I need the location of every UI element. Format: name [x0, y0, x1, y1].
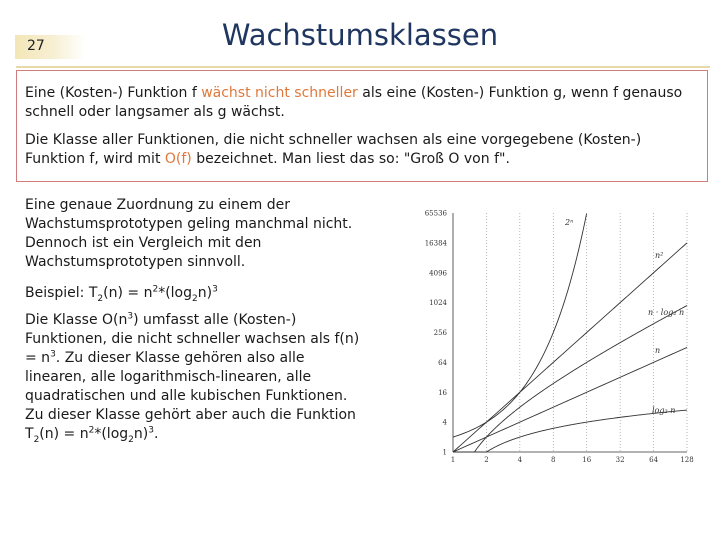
body-text: linearen, alle logarithmisch-linearen, alle	[25, 369, 312, 385]
slide-number-bar	[15, 35, 85, 59]
y-tick-label: 1	[442, 448, 447, 457]
example-sub: 2	[97, 293, 104, 304]
x-tick-label: 2	[484, 456, 489, 464]
series-line-log	[453, 410, 687, 452]
series-label-square: n²	[655, 251, 664, 260]
series-line-pow2	[453, 214, 587, 437]
body-text: . Zu dieser Klasse gehören also alle	[55, 350, 305, 366]
body-sup: 2	[88, 425, 95, 436]
example-line	[25, 284, 395, 303]
series-line-linear	[453, 347, 687, 452]
body-text: Zu dieser Klasse gehört aber auch die Funktion	[25, 407, 356, 423]
definition-text: als eine (Kosten-) Funktion g, wenn f genauso	[357, 85, 683, 101]
body-sub: 2	[128, 434, 134, 445]
body-text: (n) = n	[39, 426, 89, 442]
y-tick-label: 4	[442, 418, 447, 427]
y-tick-label: 1024	[429, 299, 447, 308]
series-label-linear: n	[655, 346, 661, 355]
definition-paragraph-2	[25, 131, 715, 169]
body-text: quadratischen und alle kubischen Funktionen.	[25, 388, 348, 404]
x-tick-label: 16	[582, 456, 592, 464]
example-text: *(log	[158, 285, 192, 301]
highlight-term: wächst nicht schneller	[201, 85, 358, 101]
definition-text: Eine (Kosten-) Funktion f	[25, 85, 202, 101]
body-text: Dennoch ist ein Vergleich mit den	[25, 235, 262, 251]
title-divider	[16, 66, 710, 68]
definition-text: Die Klasse aller Funktionen, die nicht schneller wachsen als eine vorgegebene (Kosten-)	[25, 132, 642, 148]
body-text: T	[25, 426, 34, 442]
series-line-nlogn	[453, 306, 687, 453]
example-text: (n) = n	[103, 285, 153, 301]
body-text: .	[153, 426, 159, 442]
y-tick-label: 256	[433, 329, 447, 337]
x-tick-label: 128	[680, 456, 694, 464]
body-sup: 3	[50, 349, 56, 360]
definition-paragraph-1	[25, 84, 715, 122]
body-text: Wachstumsprototypen sinnvoll.	[25, 254, 246, 270]
series-label-log: log₂ n	[652, 406, 676, 415]
series-label-pow2: 2ⁿ	[565, 218, 574, 227]
body-sub: 2	[33, 434, 40, 445]
example-sup: 3	[212, 284, 218, 295]
body-text: *(log	[94, 426, 129, 442]
growth-chart	[400, 205, 700, 470]
body-text: = n	[25, 350, 51, 366]
body-paragraph-1	[25, 196, 395, 272]
body-text: Funktionen, die nicht schneller wachsen als f(n)	[25, 331, 360, 347]
x-tick-label: 32	[615, 456, 625, 464]
body-text: ) umfasst alle (Kosten-)	[133, 312, 297, 328]
x-tick-label: 8	[551, 456, 556, 464]
series-line-square	[453, 243, 687, 452]
body-paragraph-3	[25, 311, 395, 444]
slide-title: Wachstumsklassen	[221, 18, 499, 52]
definition-text: schnell oder langsamer als g wächst.	[25, 104, 285, 120]
body-text: Eine genaue Zuordnung zu einem der	[25, 197, 290, 213]
x-tick-label: 64	[649, 456, 659, 464]
y-tick-label: 4096	[429, 269, 447, 278]
example-text: n)	[197, 285, 213, 301]
example-text: Beispiel: T	[25, 285, 98, 301]
highlight-term: O(f)	[164, 151, 192, 167]
body-text: Wachstumsprototypen geling manchmal nicht.	[25, 216, 353, 232]
growth-chart-svg	[400, 205, 700, 470]
definition-text: bezeichnet. Man liest das so: "Groß O von f".	[191, 151, 510, 167]
body-text: n)	[133, 426, 149, 442]
x-tick-label: 4	[517, 456, 523, 464]
series-label-nlogn: n · log₂ n	[648, 308, 685, 317]
slide-number: 27	[27, 38, 45, 54]
x-tick-label: 1	[450, 456, 456, 464]
y-tick-label: 64	[438, 358, 447, 367]
y-tick-label: 16	[438, 388, 447, 397]
example-sup: 2	[152, 284, 159, 295]
y-tick-label: 65536	[424, 209, 447, 218]
body-text: Die Klasse O(n	[25, 312, 128, 328]
body-sup: 3	[127, 311, 134, 322]
body-sup: 3	[148, 425, 154, 436]
example-sub: 2	[192, 293, 198, 304]
definition-text: Funktion f, wird mit	[25, 151, 165, 167]
y-tick-label: 16384	[424, 239, 447, 248]
